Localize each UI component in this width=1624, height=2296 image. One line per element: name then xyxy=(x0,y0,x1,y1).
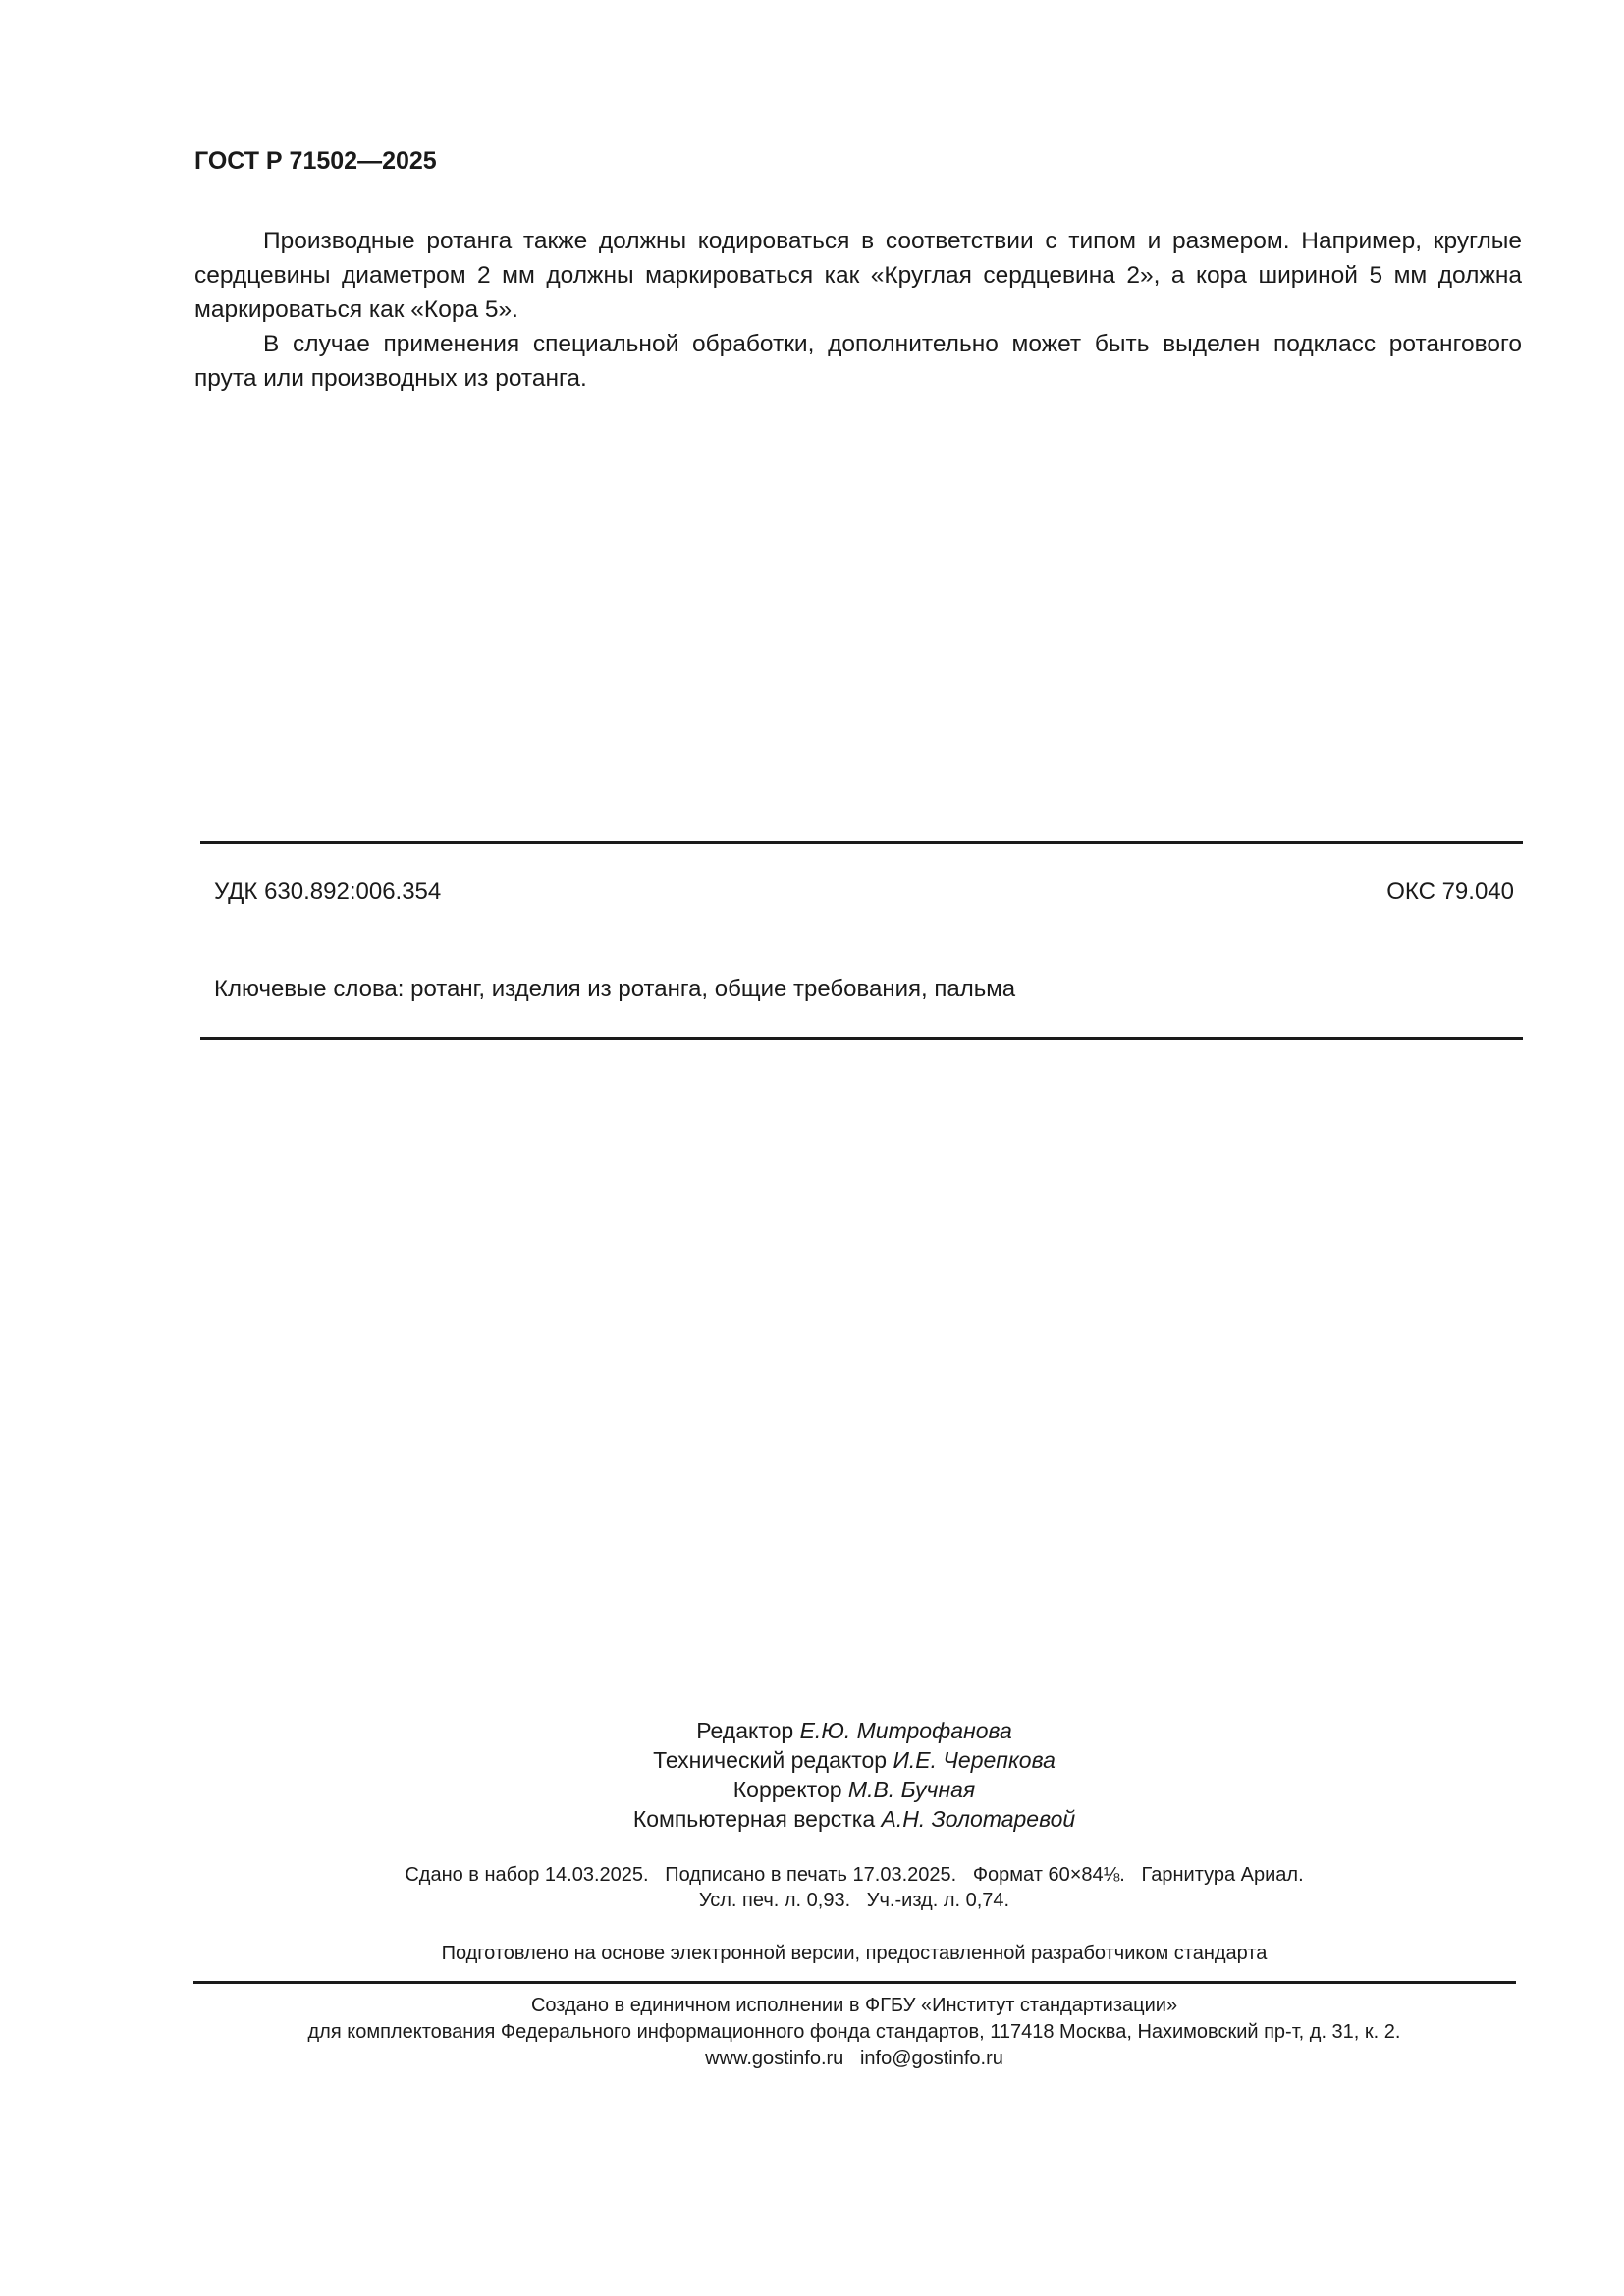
body-text xyxy=(194,224,1522,396)
credit-role: Редактор xyxy=(696,1718,794,1743)
credit-role: Технический редактор xyxy=(653,1747,888,1773)
imprint-line: Усл. печ. л. 0,93. Уч.-изд. л. 0,74. xyxy=(698,1890,1010,1911)
credit-name: А.Н. Золотаревой xyxy=(881,1806,1076,1832)
keywords: Ключевые слова: ротанг, изделия из ротанга, общие требования, пальма xyxy=(214,976,1016,1002)
paragraph: В случае применения специальной обработки, дополнительно может быть выделен подкласс ротангового прута или производных из ротанга. xyxy=(194,331,1522,392)
credit-name: М.В. Бучная xyxy=(847,1777,976,1802)
oks-code: ОКС 79.040 xyxy=(1386,879,1514,905)
divider xyxy=(200,841,1523,844)
divider xyxy=(200,1037,1523,1040)
credit-line xyxy=(0,1745,1624,1775)
credits xyxy=(0,1716,1624,1834)
prepared-note: Подготовлено на основе электронной версии, предоставленной разработчиком стандарта xyxy=(441,1943,1268,1964)
credit-name: Е.Ю. Митрофанова xyxy=(799,1718,1012,1743)
udk-code: УДК 630.892:006.354 xyxy=(214,879,442,905)
document-code: ГОСТ Р 71502—2025 xyxy=(194,147,437,175)
footer-contacts: www.gostinfo.ru info@gostinfo.ru xyxy=(705,2048,1003,2069)
footer-line: для комплектования Федерального информационного фонда стандартов, 117418 Москва, Нахимовский пр-т, д. 31, к. 2. xyxy=(307,2021,1401,2043)
credit-line xyxy=(0,1775,1624,1804)
divider xyxy=(193,1981,1516,1984)
credit-name: И.Е. Черепкова xyxy=(893,1747,1056,1773)
imprint-line: Сдано в набор 14.03.2025. Подписано в печать 17.03.2025. Формат 60×84⅛. Гарнитура Ариал. xyxy=(405,1864,1304,1886)
paragraph: Производные ротанга также должны кодироваться в соответствии с типом и размером. Например, круглые сердцевины диаметром 2 мм должны маркироваться как «Круглая сердцевина 2», а кора шириной 5 мм должна маркироваться как «Кора 5». xyxy=(194,228,1522,323)
credit-line xyxy=(0,1804,1624,1834)
credit-line xyxy=(0,1716,1624,1745)
credit-role: Компьютерная верстка xyxy=(632,1806,876,1832)
footer-line: Создано в единичном исполнении в ФГБУ «Институт стандартизации» xyxy=(530,1995,1178,2016)
credit-role: Корректор xyxy=(732,1777,842,1802)
